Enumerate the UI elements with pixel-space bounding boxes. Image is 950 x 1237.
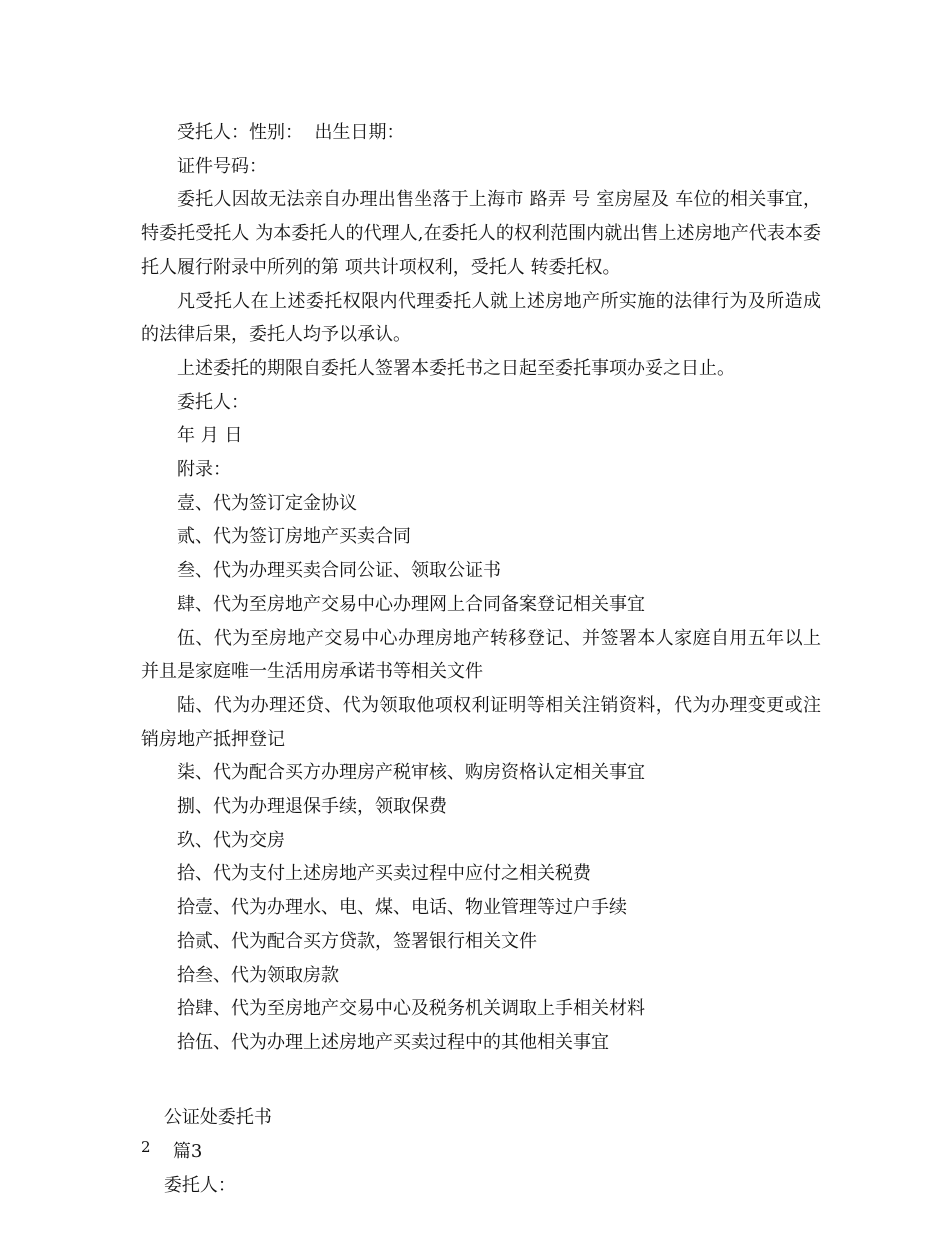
next-section-heading: [141, 1067, 272, 1237]
page-number: 2: [141, 1138, 151, 1156]
appendix-item: 陆、代为办理还贷、代为领取他项权利证明等相关注销资料，代为办理变更或注销房地产抵押登记: [141, 694, 821, 750]
appendix-item: 肆、代为至房地产交易中心办理网上合同备案登记相关事宜: [177, 593, 645, 615]
footer-title: 公证处委托书: [163, 1107, 272, 1128]
appendix-item: 捌、代为办理退保手续，领取保费: [177, 796, 447, 818]
appendix-item: 柒、代为配合买方办理房产税审核、购房资格认定相关事宜: [177, 762, 645, 784]
appendix-item: 壹、代为签订定金协议: [177, 492, 357, 514]
appendix-item: 玖、代为交房: [177, 829, 285, 851]
paragraph-entrustment: 委托人因故无法亲自办理出售坐落于上海市 路弄 号 室房屋及 车位的相关事宜，特委托受托人 为本委托人的代理人,在委托人的权利范围内就出售上述房地产代表本委托人履行附录中所列的第 项共计项权利，受托人 转委托权。: [141, 189, 821, 278]
paragraph-trustee-info: 受托人：性别： 出生日期：: [177, 122, 405, 143]
paragraph-appendix-heading: 附录：: [177, 459, 231, 481]
appendix-item: 拾叁、代为领取房款: [177, 964, 339, 986]
paragraph-term: 上述委托的期限自委托人签署本委托书之日起至委托事项办妥之日止。: [177, 357, 735, 379]
paragraph-legal-consequence: 凡受托人在上述委托权限内代理委托人就上述房地产所实施的法律行为及所造成的法律后果，委托人均予以承认。: [141, 290, 821, 346]
footer-label: 委托人：: [163, 1175, 236, 1196]
appendix-item: 叁、代为办理买卖合同公证、领取公证书: [177, 560, 501, 582]
paragraph-id-number: 证件号码：: [177, 155, 267, 177]
appendix-item: 拾肆、代为至房地产交易中心及税务机关调取上手相关材料: [177, 998, 645, 1020]
appendix-item: 拾贰、代为配合买方贷款，签署银行相关文件: [177, 930, 537, 952]
paragraph-date: 年 月 日: [177, 425, 243, 447]
appendix-item: 拾壹、代为办理水、电、煤、电话、物业管理等过户手续: [177, 897, 627, 919]
appendix-item: 拾伍、代为办理上述房地产买卖过程中的其他相关事宜: [177, 1031, 609, 1053]
appendix-item: 贰、代为签订房地产买卖合同: [177, 526, 411, 548]
appendix-item: 伍、代为至房地产交易中心办理房地产转移登记、并签署本人家庭自用五年以上并且是家庭唯一生活用房承诺书等相关文件: [141, 627, 821, 683]
paragraph-principal: 委托人：: [177, 391, 249, 413]
footer-section: 篇3: [172, 1141, 203, 1162]
appendix-item: 拾、代为支付上述房地产买卖过程中应付之相关税费: [177, 863, 591, 885]
document-body: [141, 116, 821, 1060]
